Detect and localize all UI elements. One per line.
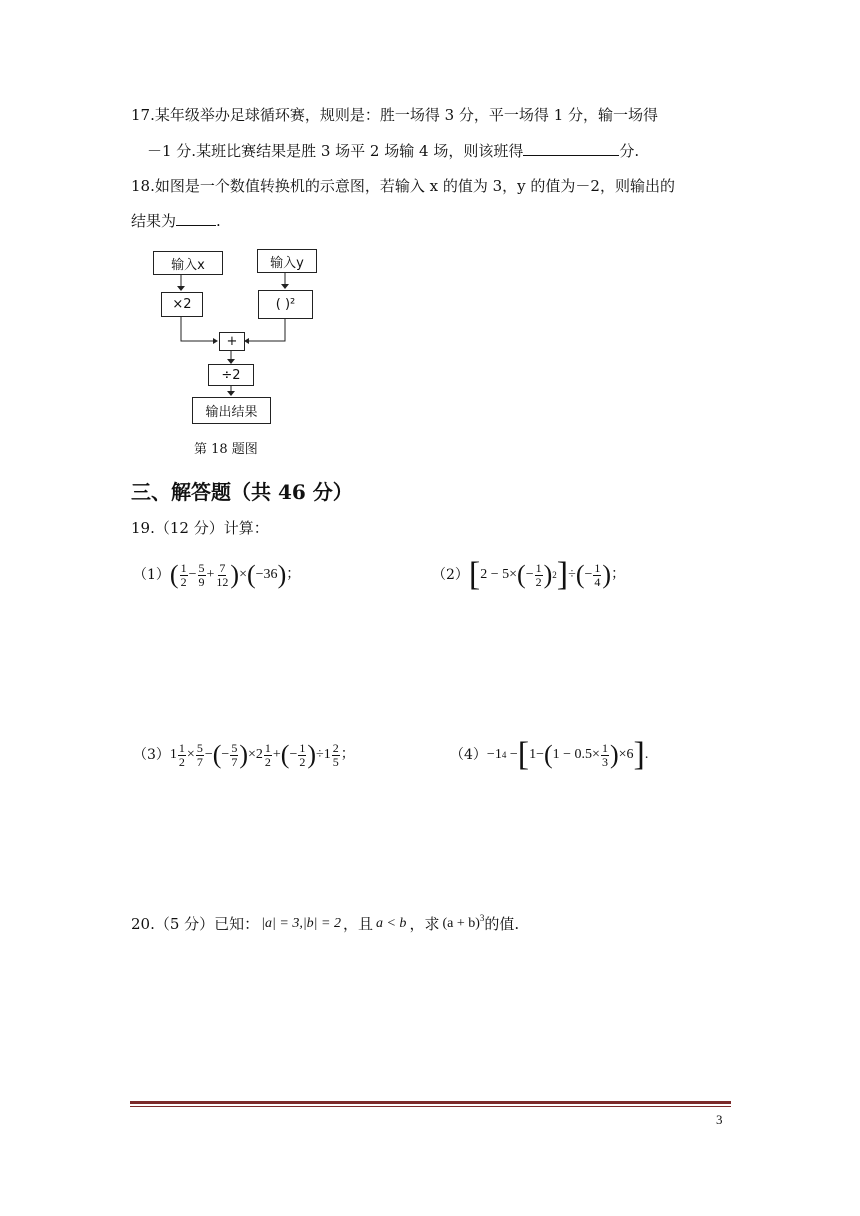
q20-intro: 20.（5 分）已知： (131, 915, 260, 933)
part4-label: （4） (450, 747, 487, 763)
q18-line1: 18.如图是一个数值转换机的示意图，若输入 x 的值为 3，y 的值为－2，则输出的 (131, 177, 675, 195)
q20-text-find: ，求 (409, 915, 440, 933)
fraction: $\frac{5}{7}$ (231, 740, 238, 769)
q20-text-value: 的值. (484, 915, 520, 933)
q19-part3: （3） 1 $\frac{1}{2}$ × $\frac{5}{7}$ − ( − $\frac{5}{7}$ ) ×2 $\frac{1}{2}$ + ( − $\frac{1}{2}$ ) ÷1 $\frac{2}{5}$ ； (133, 740, 355, 769)
fraction: $\frac{1}{2}$ (178, 740, 185, 769)
q20-text-and: ，且 (342, 915, 373, 933)
fraction: $\frac{1}{2}$ (299, 740, 306, 769)
fraction: $\frac{1}{3}$ (601, 740, 608, 769)
fraction: $\frac{5}{9}$ (198, 560, 205, 589)
fraction: $\frac{1}{2}$ (535, 560, 542, 589)
flowchart-output: 输出结果 (192, 397, 271, 424)
flowchart-input-y: 输入y (257, 249, 317, 273)
q20-condition: |a| = 3,|b| = 2 (261, 916, 341, 931)
figure-caption: 第 18 题图 (194, 442, 258, 457)
flowchart-plus: + (219, 332, 245, 351)
semicolon: ； (286, 567, 301, 582)
q17-unit: 分. (619, 142, 640, 160)
q18-text: 结果为 (131, 212, 177, 230)
fraction: $\frac{5}{7}$ (196, 740, 203, 769)
flowchart-connectors (0, 0, 860, 470)
q17-line1: 17.某年级举办足球循环赛，规则是：胜一场得 3 分，平一场得 1 分，输一场得 (131, 106, 659, 124)
part3-label: （3） (133, 747, 170, 763)
q18-period: . (216, 212, 221, 230)
q20-inequality: a < b (375, 916, 407, 931)
section-heading: 三、解答题（共 46 分） (131, 480, 353, 504)
flowchart-divide-two: ÷2 (208, 364, 254, 386)
q17-text: －1 分.某班比赛结果是胜 3 场平 2 场输 4 场，则该班得 (147, 142, 524, 160)
q20 (131, 914, 519, 934)
footer-rule-thick (130, 1101, 731, 1104)
part1-label: （1） (133, 567, 170, 583)
flowchart-times-two: ×2 (161, 292, 203, 317)
q20-expression: (a + b) (442, 916, 480, 931)
q19-part1: （1） ( $\frac{1}{2}$ − $\frac{5}{9}$ + $\frac{7}{12}$ ) × ( −36 ) ； (133, 560, 301, 589)
q19-part4: （4） −1 4 − [ 1− ( 1 − 0.5× $\frac{1}{3}$ ) ×6 ] . (450, 736, 649, 773)
q20-exponent: 3 (479, 913, 485, 923)
q19-part2: （2） [ 2 − 5× ( − $\frac{1}{2}$ ) 2 ] ÷ ( − $\frac{1}{4}$ ) ； (432, 556, 626, 593)
footer-rule-thin (130, 1106, 731, 1107)
period: . (644, 747, 649, 762)
q19-intro: 19.（12 分）计算： (131, 519, 269, 537)
semicolon: ； (340, 747, 355, 762)
page-number: 3 (716, 1112, 723, 1127)
part2-label: （2） (432, 567, 469, 583)
flowchart-square: ( )² (258, 290, 313, 319)
fraction: $\frac{2}{5}$ (332, 740, 339, 769)
fraction: $\frac{1}{2}$ (264, 740, 271, 769)
semicolon: ； (611, 567, 626, 582)
fraction: $\frac{1}{4}$ (594, 560, 601, 589)
fraction: $\frac{7}{12}$ (216, 560, 229, 589)
fraction: $\frac{1}{2}$ (180, 560, 187, 589)
flowchart-input-x: 输入x (153, 251, 223, 275)
